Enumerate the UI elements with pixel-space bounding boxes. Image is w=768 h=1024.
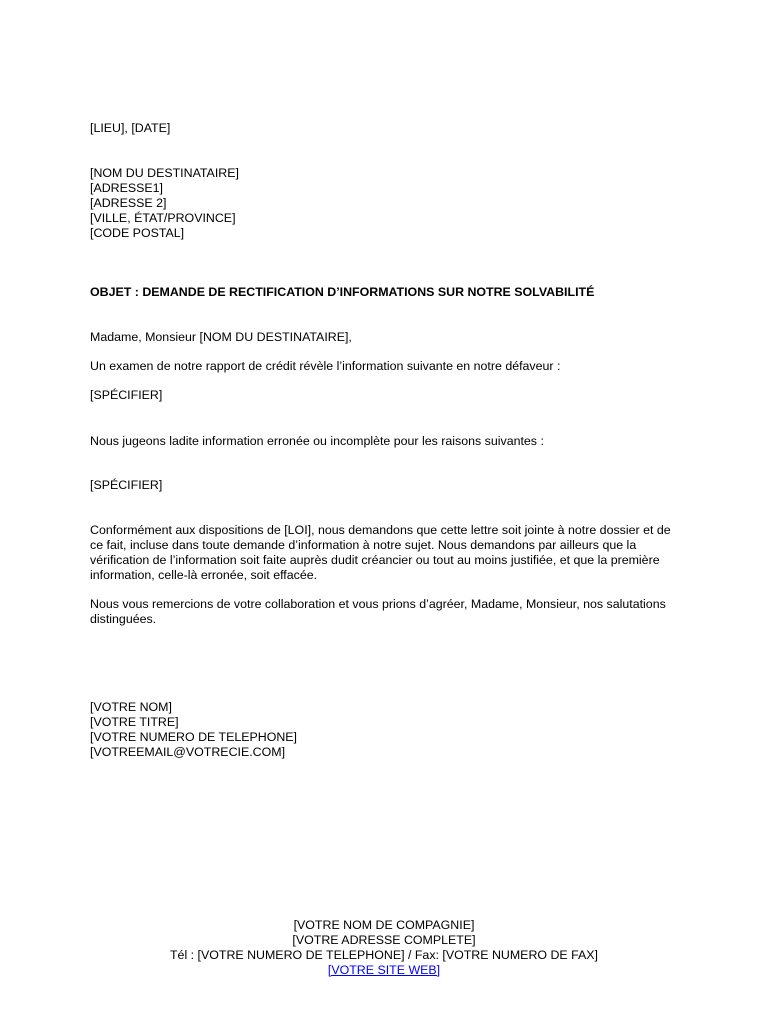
paragraph-4-text: Nous vous remercions de votre collaboration et vous prions d’agréer, Madame, Monsieur, nos salutations distinguées. <box>90 597 666 626</box>
paragraph-1 <box>90 359 680 374</box>
recipient-address <box>90 166 680 241</box>
specify-2-text: [SPÉCIFIER] <box>90 478 163 492</box>
salutation <box>90 330 680 345</box>
place-date <box>90 121 680 136</box>
recipient-postal-code: [CODE POSTAL] <box>90 226 185 240</box>
signature-title: [VOTRE TITRE] <box>90 715 179 729</box>
subject-text: OBJET : DEMANDE DE RECTIFICATION D’INFORMATIONS SUR NOTRE SOLVABILITÉ <box>90 285 595 299</box>
footer-contact: Tél : [VOTRE NUMERO DE TELEPHONE] / Fax: [VOTRE NUMERO DE FAX] <box>169 948 598 962</box>
paragraph-1-text: Un examen de notre rapport de crédit révèle l’information suivante en notre défaveur : <box>90 359 561 373</box>
signature-block <box>90 700 680 760</box>
recipient-name: [NOM DU DESTINATAIRE] <box>90 166 239 180</box>
footer-address: [VOTRE ADRESSE COMPLETE] <box>292 933 476 947</box>
specify-1 <box>90 388 680 403</box>
signature-phone: [VOTRE NUMERO DE TELEPHONE] <box>90 730 298 744</box>
recipient-address1: [ADRESSE1] <box>90 181 163 195</box>
paragraph-3 <box>90 523 680 583</box>
paragraph-2-text: Nous jugeons ladite information erronée ou incomplète pour les raisons suivantes : <box>90 434 544 448</box>
specify-2 <box>90 478 680 493</box>
signature-email: [VOTREEMAIL@VOTRECIE.COM] <box>90 745 286 759</box>
specify-1-text: [SPÉCIFIER] <box>90 388 163 402</box>
paragraph-2 <box>90 434 680 449</box>
footer-website-link[interactable]: [VOTRE SITE WEB] <box>327 963 441 977</box>
recipient-address2: [ADRESSE 2] <box>90 196 167 210</box>
recipient-city-state: [VILLE, ÉTAT/PROVINCE] <box>90 211 236 225</box>
footer-company: [VOTRE NOM DE COMPAGNIE] <box>293 918 475 932</box>
letter-footer <box>0 918 768 978</box>
paragraph-4 <box>90 597 680 627</box>
place-date-text: [LIEU], [DATE] <box>90 121 171 135</box>
salutation-text: Madame, Monsieur [NOM DU DESTINATAIRE], <box>90 330 352 344</box>
signature-name: [VOTRE NOM] <box>90 700 172 714</box>
subject-line <box>90 285 680 300</box>
paragraph-3-text: Conformément aux dispositions de [LOI], nous demandons que cette lettre soit jointe à notre dossier et de ce fait, incluse dans toute demande d’information à notre sujet. Nous demandons par ailleurs que la vérification de l’information soit faite auprès dudit créancier ou tout au moins justifiée, et que la première information, celle-là erronée, soit effacée. <box>90 523 671 582</box>
